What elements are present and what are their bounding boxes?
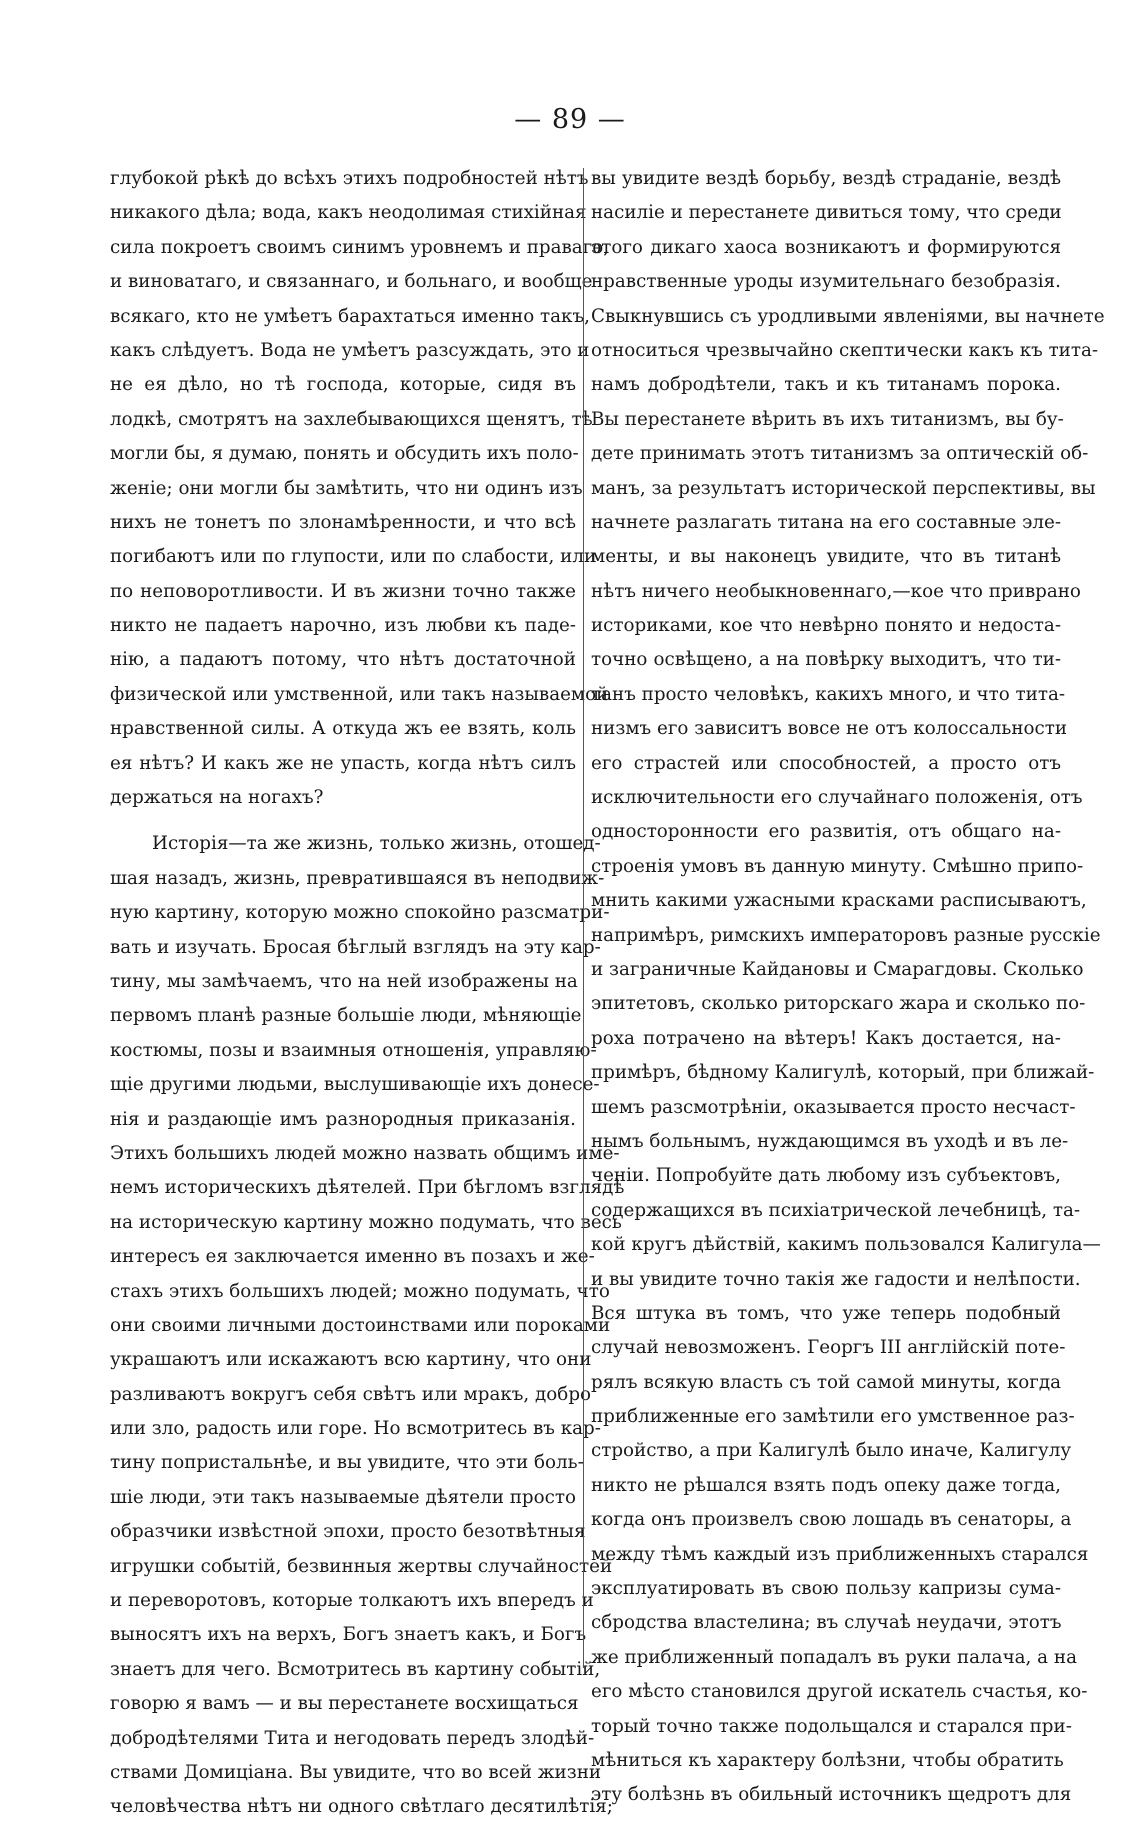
text-line: по неповоротливости. И въ жизни точно также	[110, 580, 576, 602]
text-line: тину попристальнѣе, и вы увидите, что эти боль-	[110, 1452, 584, 1474]
text-line: Свыкнувшись съ уродливыми явленіями, вы начнете	[591, 305, 1105, 327]
text-line: сила покроетъ своимъ синимъ уровнемъ и праваго,	[110, 236, 610, 258]
text-line: роха потрачено на вѣтеръ! Какъ достается, на-	[591, 1027, 1061, 1049]
text-line: первомъ планѣ разные большіе люди, мѣняющіе	[110, 1005, 582, 1027]
text-line: относиться чрезвычайно скептически какъ къ тита-	[591, 339, 1099, 361]
text-line: стахъ этихъ большихъ людей; можно подумать, что	[110, 1280, 610, 1302]
text-line: Исторія—та же жизнь, только жизнь, отошед-	[152, 833, 601, 855]
left-column	[110, 162, 625, 1818]
text-line: разливаютъ вокругъ себя свѣтъ или мракъ, добро	[110, 1383, 592, 1405]
text-line: эксплуатировать въ свою пользу капризы сума-	[591, 1578, 1061, 1600]
text-line: немъ историческихъ дѣятелей. При бѣгломъ взглядѣ	[110, 1177, 625, 1199]
text-line: ную картину, которую можно спокойно разсматри-	[110, 902, 610, 924]
text-line: говорю я вамъ — и вы перестанете восхищаться	[110, 1693, 579, 1715]
text-line: историками, кое что невѣрно понято и недоста-	[591, 615, 1061, 637]
text-line: шіе люди, эти такъ называемые дѣятели просто	[110, 1486, 576, 1508]
text-line: исключительности его случайнаго положенія, отъ	[591, 787, 1083, 809]
text-line: костюмы, позы и взаимныя отношенія, управляю-	[110, 1039, 597, 1061]
text-line: на историческую картину можно подумать, что весь	[110, 1211, 622, 1233]
text-line: они своими личными достоинствами или пороками	[110, 1314, 611, 1336]
text-line: нѣтъ ничего необыкновеннаго,—кое что приврано	[591, 580, 1081, 602]
text-line: никакого дѣла; вода, какъ неодолимая стихійная	[110, 202, 587, 224]
text-line: же приближенный попадалъ въ руки палача, а на	[591, 1646, 1077, 1668]
text-line: сбродства властелина; въ случаѣ неудачи, этотъ	[591, 1612, 1062, 1634]
text-line: напримѣръ, римскихъ императоровъ разные русскіе	[591, 924, 1101, 946]
text-line: и заграничные Кайдановы и Смарагдовы. Сколько	[591, 958, 1084, 980]
text-line: глубокой рѣкѣ до всѣхъ этихъ подробностей нѣтъ	[110, 168, 589, 189]
text-line: шая назадъ, жизнь, превратившаяся въ неподвиж-	[110, 867, 605, 889]
text-line: его мѣсто становился другой искатель счастья, ко-	[591, 1681, 1088, 1703]
text-line: манъ, за результатъ исторической перспективы, вы	[591, 477, 1096, 499]
text-line: примѣръ, бѣдному Калигулѣ, который, при ближай-	[591, 1062, 1095, 1084]
text-line: содержащихся въ психіатрической лечебницѣ, та-	[591, 1199, 1081, 1221]
text-line: и виноватаго, и связаннаго, и больнаго, и вообще	[110, 271, 593, 293]
text-line: нравственные уроды изумительнаго безобразія.	[591, 271, 1061, 293]
text-line: низмъ его зависитъ вовсе не отъ колоссальности	[591, 718, 1068, 740]
text-line: насиліе и перестанете дивиться тому, что среди	[591, 202, 1062, 224]
paragraph-gap	[110, 815, 576, 827]
text-line: Этихъ большихъ людей можно назвать общимъ име-	[110, 1142, 620, 1164]
text-line: женіе; они могли бы замѣтить, что ни одинъ изъ	[110, 477, 583, 499]
text-line: лодкѣ, смотрятъ на захлебывающихся щенятъ, тѣ	[110, 408, 593, 430]
text-line: нымъ больнымъ, нуждающимся въ уходѣ и въ ле-	[591, 1130, 1069, 1152]
text-line: эту болѣзнь въ обильный источникъ щедротъ для	[591, 1784, 1072, 1806]
text-line: игрушки событій, безвинныя жертвы случайностей	[110, 1555, 613, 1577]
text-line: между тѣмъ каждый изъ приближенныхъ старался	[591, 1543, 1089, 1565]
text-line: приближенные его замѣтили его умственное раз-	[591, 1406, 1075, 1428]
text-line: односторонности его развитія, отъ общаго на-	[591, 821, 1061, 843]
text-line: его страстей или способностей, а просто отъ	[591, 752, 1061, 774]
text-line: этого дикаго хаоса возникаютъ и формируются	[591, 236, 1061, 258]
text-line: Вся штука въ томъ, что уже теперь подобный	[591, 1302, 1061, 1324]
text-line: менты, и вы наконецъ увидите, что въ титанѣ	[591, 546, 1061, 568]
text-line: нихъ не тонетъ по злонамѣренности, и что всѣ	[110, 511, 576, 533]
text-line: ченіи. Попробуйте дать любому изъ субъектовъ,	[591, 1165, 1061, 1187]
page-number: — 89 —	[514, 104, 626, 135]
text-line: нравственной силы. А откуда жъ ее взять, коль	[110, 718, 576, 740]
text-line: кой кругъ дѣйствій, какимъ пользовался Калигула—	[591, 1234, 1101, 1256]
text-line: начнете разлагать титана на его составные эле-	[591, 511, 1061, 533]
text-line: нія и раздающіе имъ разнородныя приказанія.	[110, 1108, 576, 1130]
text-line: когда онъ произвелъ свою лошадь въ сенаторы, а	[591, 1509, 1072, 1531]
text-line: мѣниться къ характеру болѣзни, чтобы обратить	[591, 1749, 1064, 1771]
text-line: или зло, радость или горе. Но всмотритесь въ кар-	[110, 1418, 601, 1440]
text-line: выносятъ ихъ на верхъ, Богъ знаетъ какъ, и Богъ	[110, 1624, 587, 1646]
text-line: ствами Домиціана. Вы увидите, что во всей жизни	[110, 1761, 602, 1783]
text-line: стройство, а при Калигулѣ было иначе, Калигулу	[591, 1440, 1072, 1462]
text-line: всякаго, кто не умѣетъ барахтаться именно такъ,	[110, 305, 590, 327]
text-line: дете принимать этотъ титанизмъ за оптическій об-	[591, 443, 1089, 465]
text-line: добродѣтелями Тита и негодовать передъ злодѣй-	[110, 1727, 595, 1749]
text-line: шемъ разсмотрѣніи, оказывается просто несчаст-	[591, 1096, 1076, 1118]
text-line: эпитетовъ, сколько риторскаго жара и сколько по-	[591, 993, 1086, 1015]
text-line: щіе другими людьми, выслушивающіе ихъ донесе-	[110, 1074, 600, 1096]
text-line: погибаютъ или по глупости, или по слабости, или	[110, 546, 597, 568]
text-line: образчики извѣстной эпохи, просто безотвѣтныя	[110, 1521, 586, 1543]
column-divider	[583, 168, 584, 1668]
text-line: намъ добродѣтели, такъ и къ титанамъ порока.	[591, 374, 1061, 396]
text-line: знаетъ для чего. Всмотритесь въ картину событій,	[110, 1658, 601, 1680]
text-line: строенія умовъ въ данную минуту. Смѣшно припо-	[591, 855, 1084, 877]
text-line: могли бы, я думаю, понять и обсудить ихъ поло-	[110, 443, 579, 465]
text-line: нію, а падаютъ потому, что нѣтъ достаточной	[110, 649, 576, 671]
text-line: никто не падаетъ нарочно, изъ любви къ паде-	[110, 615, 576, 637]
text-line: не ея дѣло, но тѣ господа, которые, сидя въ	[110, 374, 576, 396]
text-line: ея нѣтъ? И какъ же не упасть, когда нѣтъ силъ	[110, 752, 576, 774]
text-line: рялъ всякую власть съ той самой минуты, когда	[591, 1371, 1061, 1393]
text-line: и вы увидите точно такія же гадости и нелѣпости.	[591, 1268, 1081, 1290]
text-line: держаться на ногахъ?	[110, 787, 324, 809]
text-line: интересъ ея заключается именно въ позахъ и же-	[110, 1246, 595, 1268]
text-line: танъ просто человѣкъ, какихъ много, и что тита-	[591, 683, 1066, 705]
text-line: тину, мы замѣчаемъ, что на ней изображены на	[110, 970, 578, 992]
text-line: какъ слѣдуетъ. Вода не умѣетъ разсуждать, это и	[110, 339, 590, 361]
text-line: физической или умственной, или такъ называемой	[110, 683, 609, 705]
text-line: человѣчества нѣтъ ни одного свѣтлаго десятилѣтія;	[110, 1796, 613, 1818]
text-line: никто не рѣшался взять подъ опеку даже тогда,	[591, 1474, 1061, 1496]
text-line: мнить какими ужасными красками расписываютъ,	[591, 890, 1087, 912]
text-line: украшаютъ или искажаютъ всю картину, что они	[110, 1349, 592, 1371]
text-line: торый точно также подольщался и старался при-	[591, 1715, 1072, 1737]
text-line: точно освѣщено, а на повѣрку выходитъ, что ти-	[591, 649, 1061, 671]
text-line: вать и изучать. Бросая бѣглый взглядъ на эту кар-	[110, 936, 601, 958]
text-line: случай невозможенъ. Георгъ III англійскій поте-	[591, 1337, 1066, 1359]
text-line: вы увидите вездѣ борьбу, вездѣ страданіе, вездѣ	[591, 168, 1061, 189]
right-column	[591, 162, 1105, 1806]
text-line: и переворотовъ, которые толкаютъ ихъ впередъ и	[110, 1590, 594, 1612]
text-line: Вы перестанете вѣрить въ ихъ титанизмъ, вы бу-	[591, 408, 1064, 430]
